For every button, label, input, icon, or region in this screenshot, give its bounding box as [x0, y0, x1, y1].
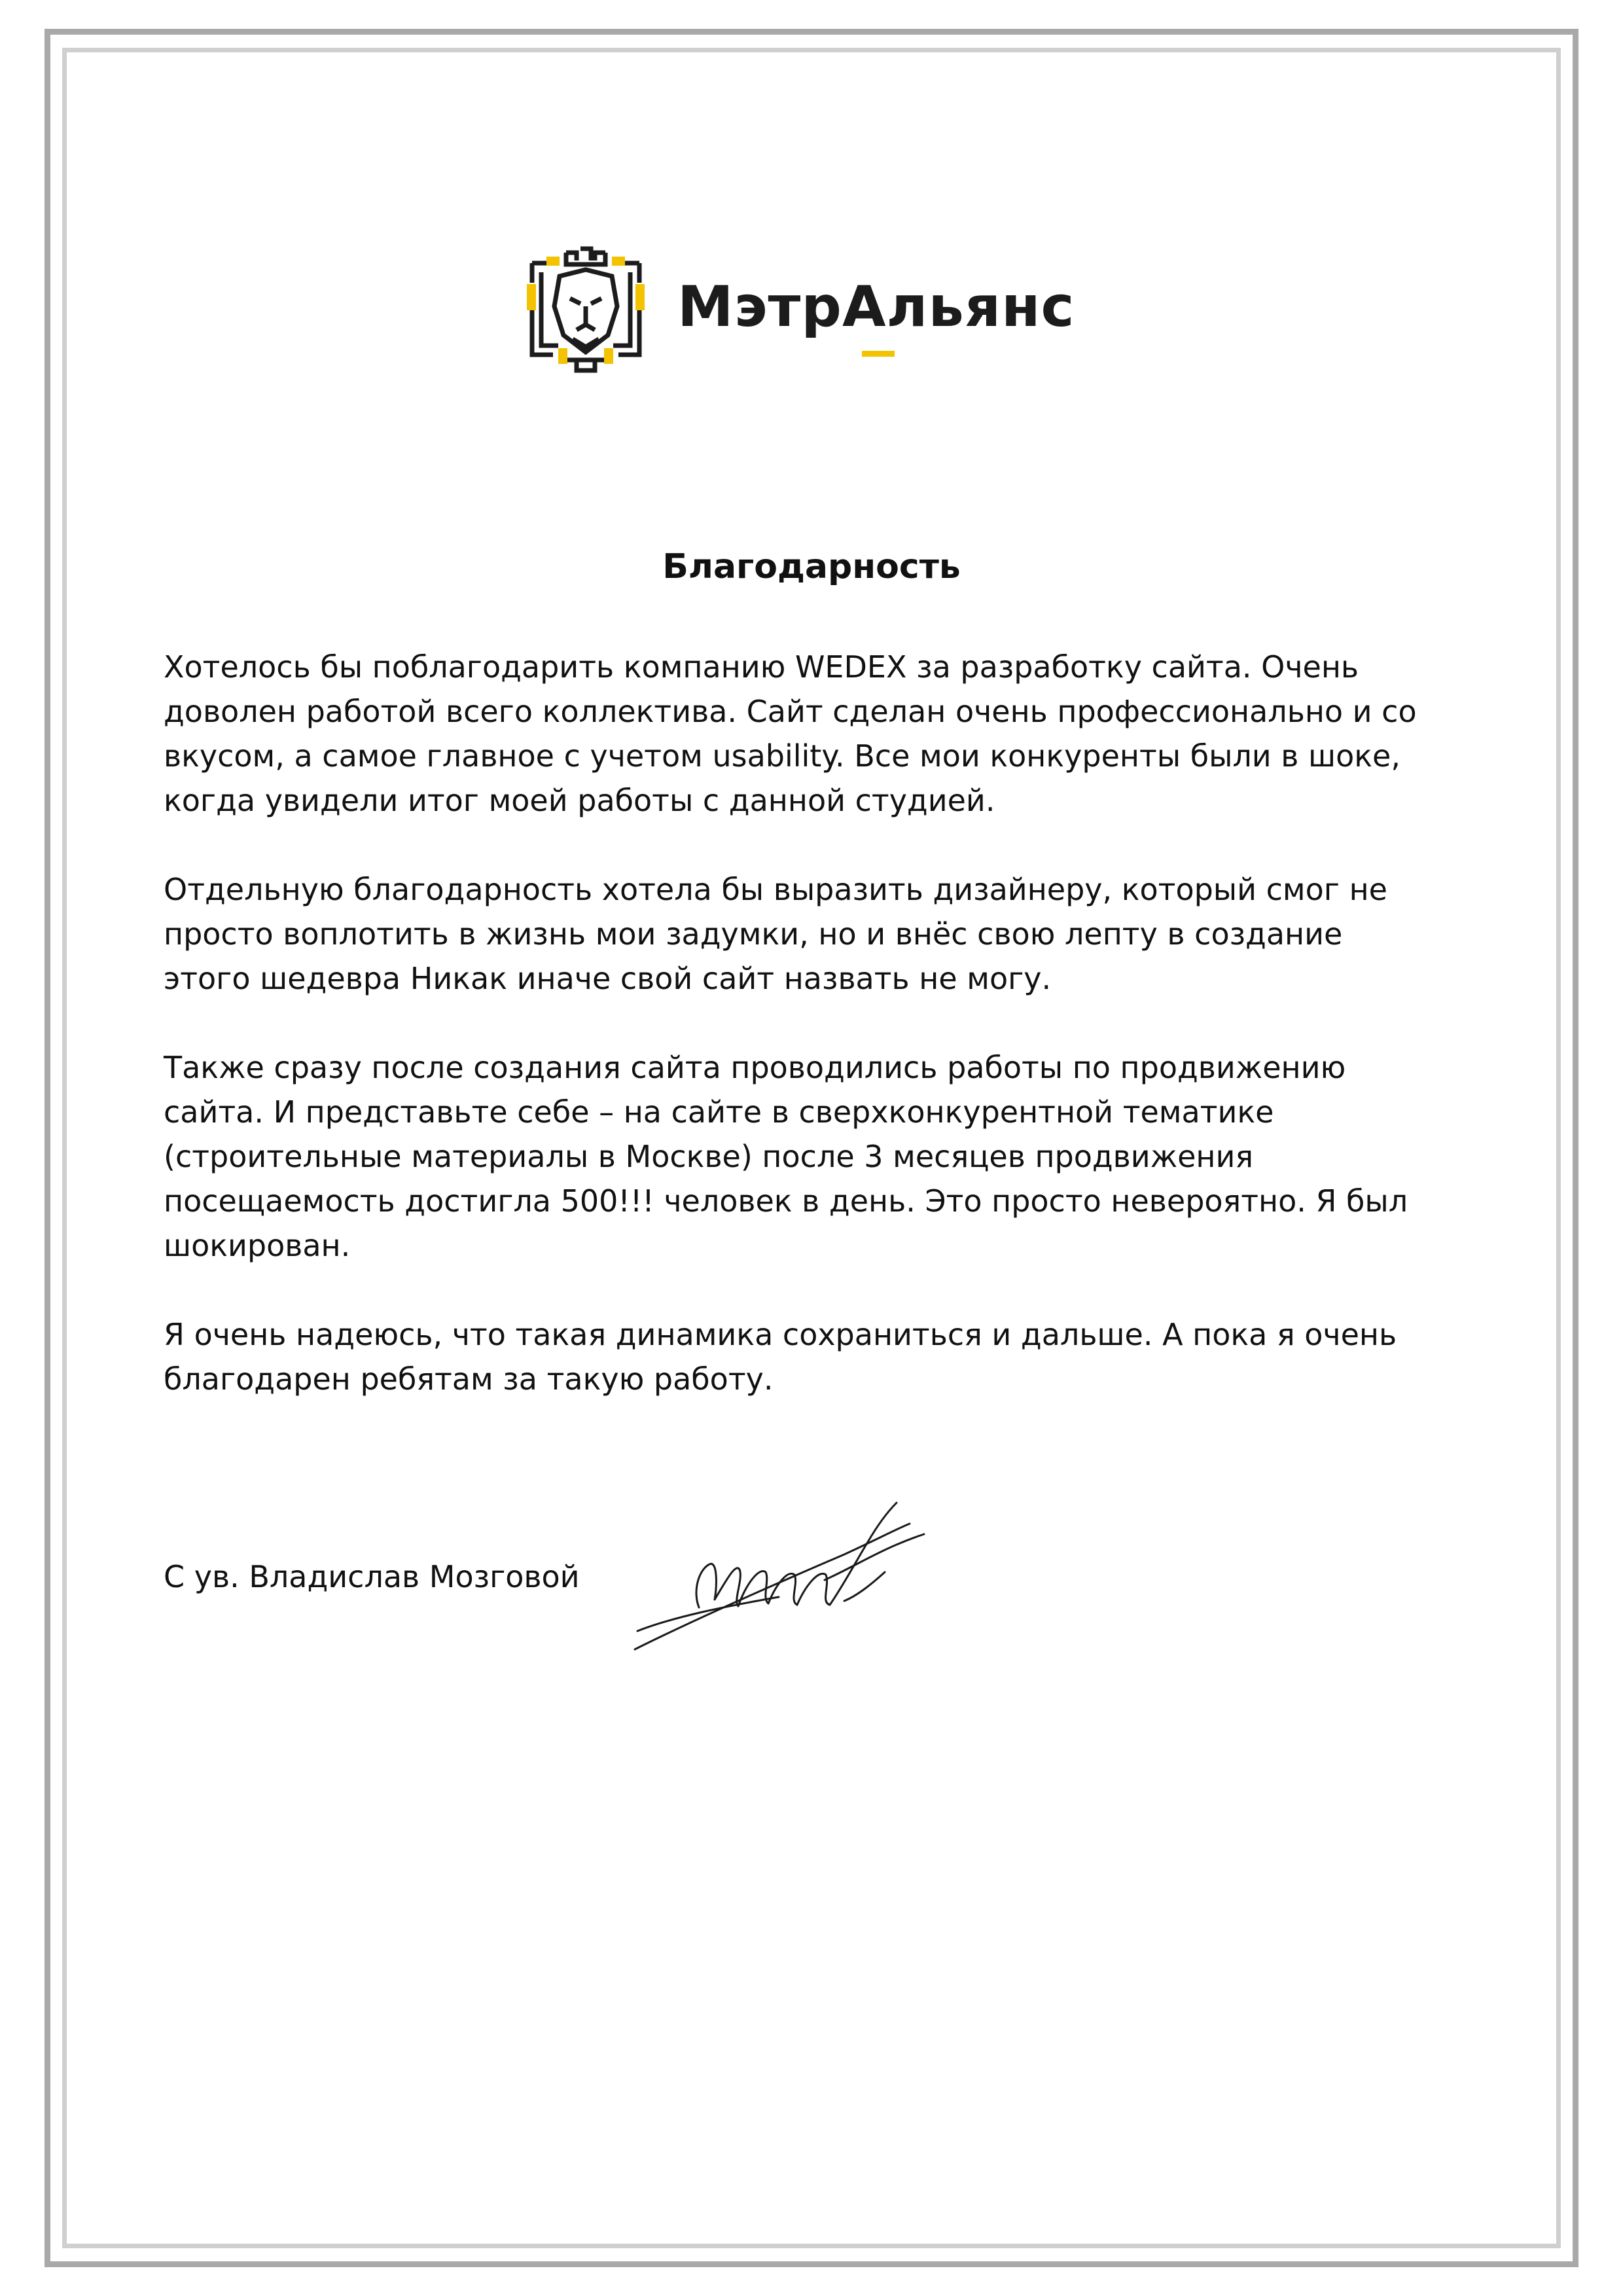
text-line: вкусом, а самое главное с учетом usability. Все мои конкуренты были в шоке,: [164, 738, 1400, 774]
letter-body: [164, 645, 1472, 1401]
sign-off: С ув. Владислав Мозговой: [164, 1559, 580, 1594]
text-line: благодарен ребятам за такую работу.: [164, 1361, 774, 1397]
text-line: шокирован.: [164, 1228, 351, 1263]
text-line: Также сразу после создания сайта проводились работы по продвижению: [164, 1050, 1346, 1085]
paragraph-thanks-designer: [164, 867, 1472, 1001]
text-line: сайта. И представьте себе – на сайте в сверхконкурентной тематике: [164, 1094, 1274, 1130]
lion-crest-icon: [527, 243, 645, 374]
handwritten-signature: [628, 1486, 942, 1656]
text-line: Хотелось бы поблагодарить компанию WEDEX за разработку сайта. Очень: [164, 649, 1359, 685]
paragraph-thanks-company: [164, 645, 1472, 823]
text-line: посещаемость достигла 500!!! человек в день. Это просто невероятно. Я был: [164, 1183, 1408, 1219]
text-line: Я очень надеюсь, что такая динамика сохраниться и дальше. А пока я очень: [164, 1317, 1397, 1352]
paragraph-promotion: [164, 1045, 1472, 1268]
text-line: Отдельную благодарность хотела бы выразить дизайнеру, который смог не: [164, 872, 1387, 907]
text-line: просто воплотить в жизнь мои задумки, но и внёс свою лепту в создание: [164, 916, 1343, 952]
brand-accent-bar: [862, 351, 895, 357]
text-line: доволен работой всего коллектива. Сайт сделан очень профессионально и со: [164, 694, 1417, 729]
paragraph-closing-hope: [164, 1312, 1472, 1401]
brand-name: МэтрАльянс: [677, 274, 1075, 340]
text-line: когда увидели итог моей работы с данной студией.: [164, 783, 995, 818]
text-line: этого шедевра Никак иначе свой сайт назвать не могу.: [164, 961, 1052, 996]
company-logo: [527, 243, 1077, 374]
text-line: (строительные материалы в Москве) после 3 месяцев продвижения: [164, 1139, 1254, 1174]
letter-title: Благодарность: [662, 547, 961, 586]
